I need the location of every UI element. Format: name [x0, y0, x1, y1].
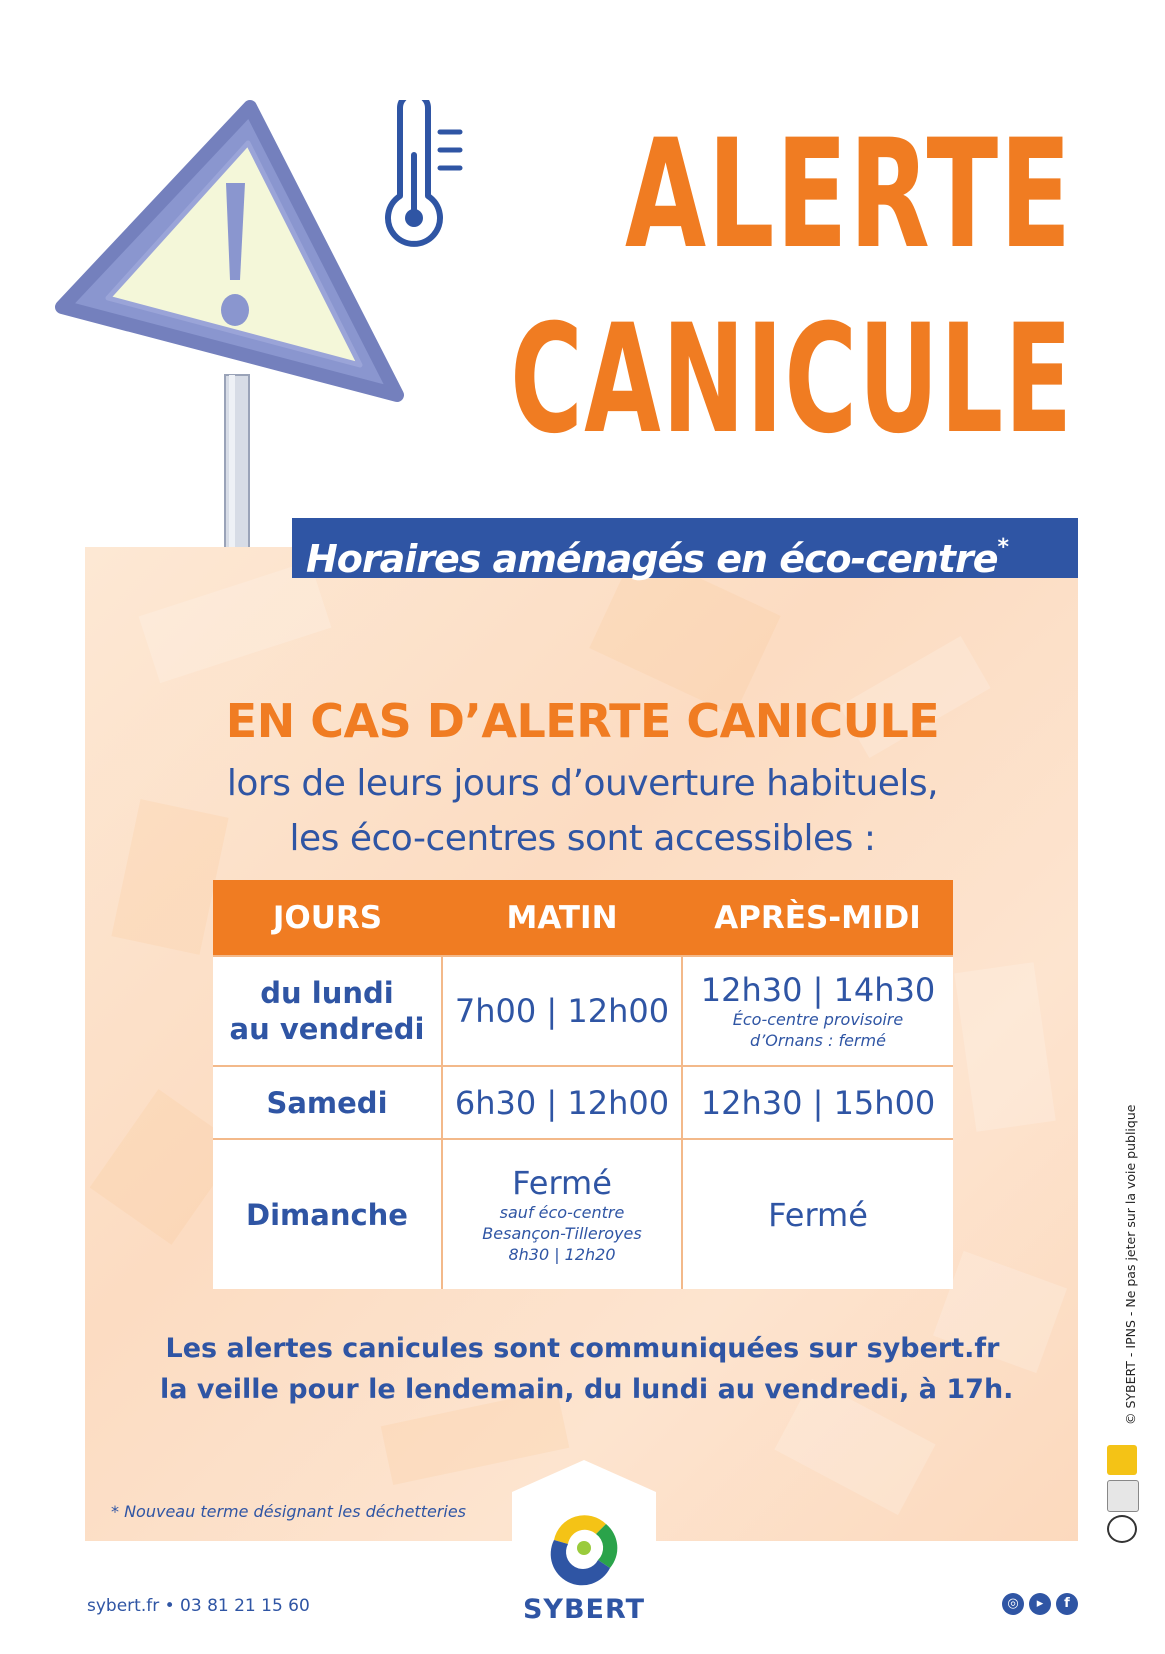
afternoon-hours: Fermé	[768, 1195, 868, 1234]
header-morning: MATIN	[442, 880, 682, 956]
instagram-icon[interactable]: ◎	[1002, 1593, 1024, 1615]
banner-text: Horaires aménagés en éco-centre	[306, 537, 998, 581]
morning-cell	[442, 1139, 682, 1289]
day-label: Dimanche	[246, 1197, 408, 1232]
day-label: Samedi	[266, 1085, 388, 1120]
morning-hours: 6h30 | 12h00	[454, 1083, 670, 1122]
day-cell	[213, 1139, 442, 1289]
recycle-badge-icon	[1107, 1445, 1137, 1475]
header-days: JOURS	[213, 880, 442, 956]
credit-text: © SYBERT - IPNS - Ne pas jeter sur la voie publique	[1123, 1104, 1138, 1425]
day-label: du lundi	[260, 976, 394, 1010]
facebook-icon[interactable]: f	[1056, 1593, 1078, 1615]
afternoon-note: d’Ornans : fermé	[750, 1031, 886, 1050]
morning-cell	[442, 956, 682, 1066]
info-text	[160, 1328, 1014, 1410]
info-line-2: la veille pour le lendemain, du lundi au vendredi, à 17h.	[160, 1374, 1014, 1405]
info-line-1: Les alertes canicules sont communiquées sur sybert.fr	[165, 1333, 1000, 1364]
alert-heading: EN CAS D’ALERTE CANICULE	[225, 694, 940, 748]
morning-note: 8h30 | 12h20	[508, 1245, 616, 1264]
title-line-1: ALERTE	[625, 108, 1073, 282]
table-row	[213, 1139, 953, 1289]
table-row	[213, 956, 953, 1066]
day-cell	[213, 956, 442, 1066]
morning-hours: 7h00 | 12h00	[454, 992, 670, 1030]
morning-note: sauf éco-centre	[499, 1203, 625, 1222]
logo-name: SYBERT	[522, 1594, 645, 1625]
thermometer-icon	[378, 100, 468, 260]
footnote: * Nouveau terme désignant les déchetteries	[111, 1502, 467, 1521]
contact-line[interactable]: sybert.fr • 03 81 21 15 60	[87, 1596, 310, 1616]
subtitle-banner	[292, 518, 1078, 581]
afternoon-cell	[682, 1066, 953, 1139]
subline-2: les éco-centres sont accessibles :	[289, 818, 876, 859]
header-afternoon: APRÈS-MIDI	[682, 880, 953, 956]
morning-note: Besançon-Tilleroyes	[482, 1224, 642, 1243]
table-header-row	[213, 880, 953, 956]
day-label: au vendredi	[229, 1012, 425, 1046]
afternoon-cell	[682, 1139, 953, 1289]
morning-hours: Fermé	[512, 1164, 612, 1202]
subline-1: lors de leurs jours d’ouverture habituels,	[226, 763, 939, 804]
banner-asterisk: *	[997, 535, 1008, 560]
afternoon-cell	[682, 956, 953, 1066]
afternoon-hours: 12h30 | 14h30	[700, 971, 936, 1009]
youtube-icon[interactable]: ▸	[1029, 1593, 1051, 1615]
green-dot-icon	[1107, 1515, 1137, 1543]
table-row	[213, 1066, 953, 1139]
afternoon-note: Éco-centre provisoire	[732, 1010, 904, 1029]
day-cell	[213, 1066, 442, 1139]
title-line-2: CANICULE	[509, 293, 1073, 467]
schedule-table	[213, 880, 953, 1289]
afternoon-hours: 12h30 | 15h00	[700, 1083, 936, 1122]
morning-cell	[442, 1066, 682, 1139]
triman-badge-icon	[1107, 1480, 1139, 1512]
